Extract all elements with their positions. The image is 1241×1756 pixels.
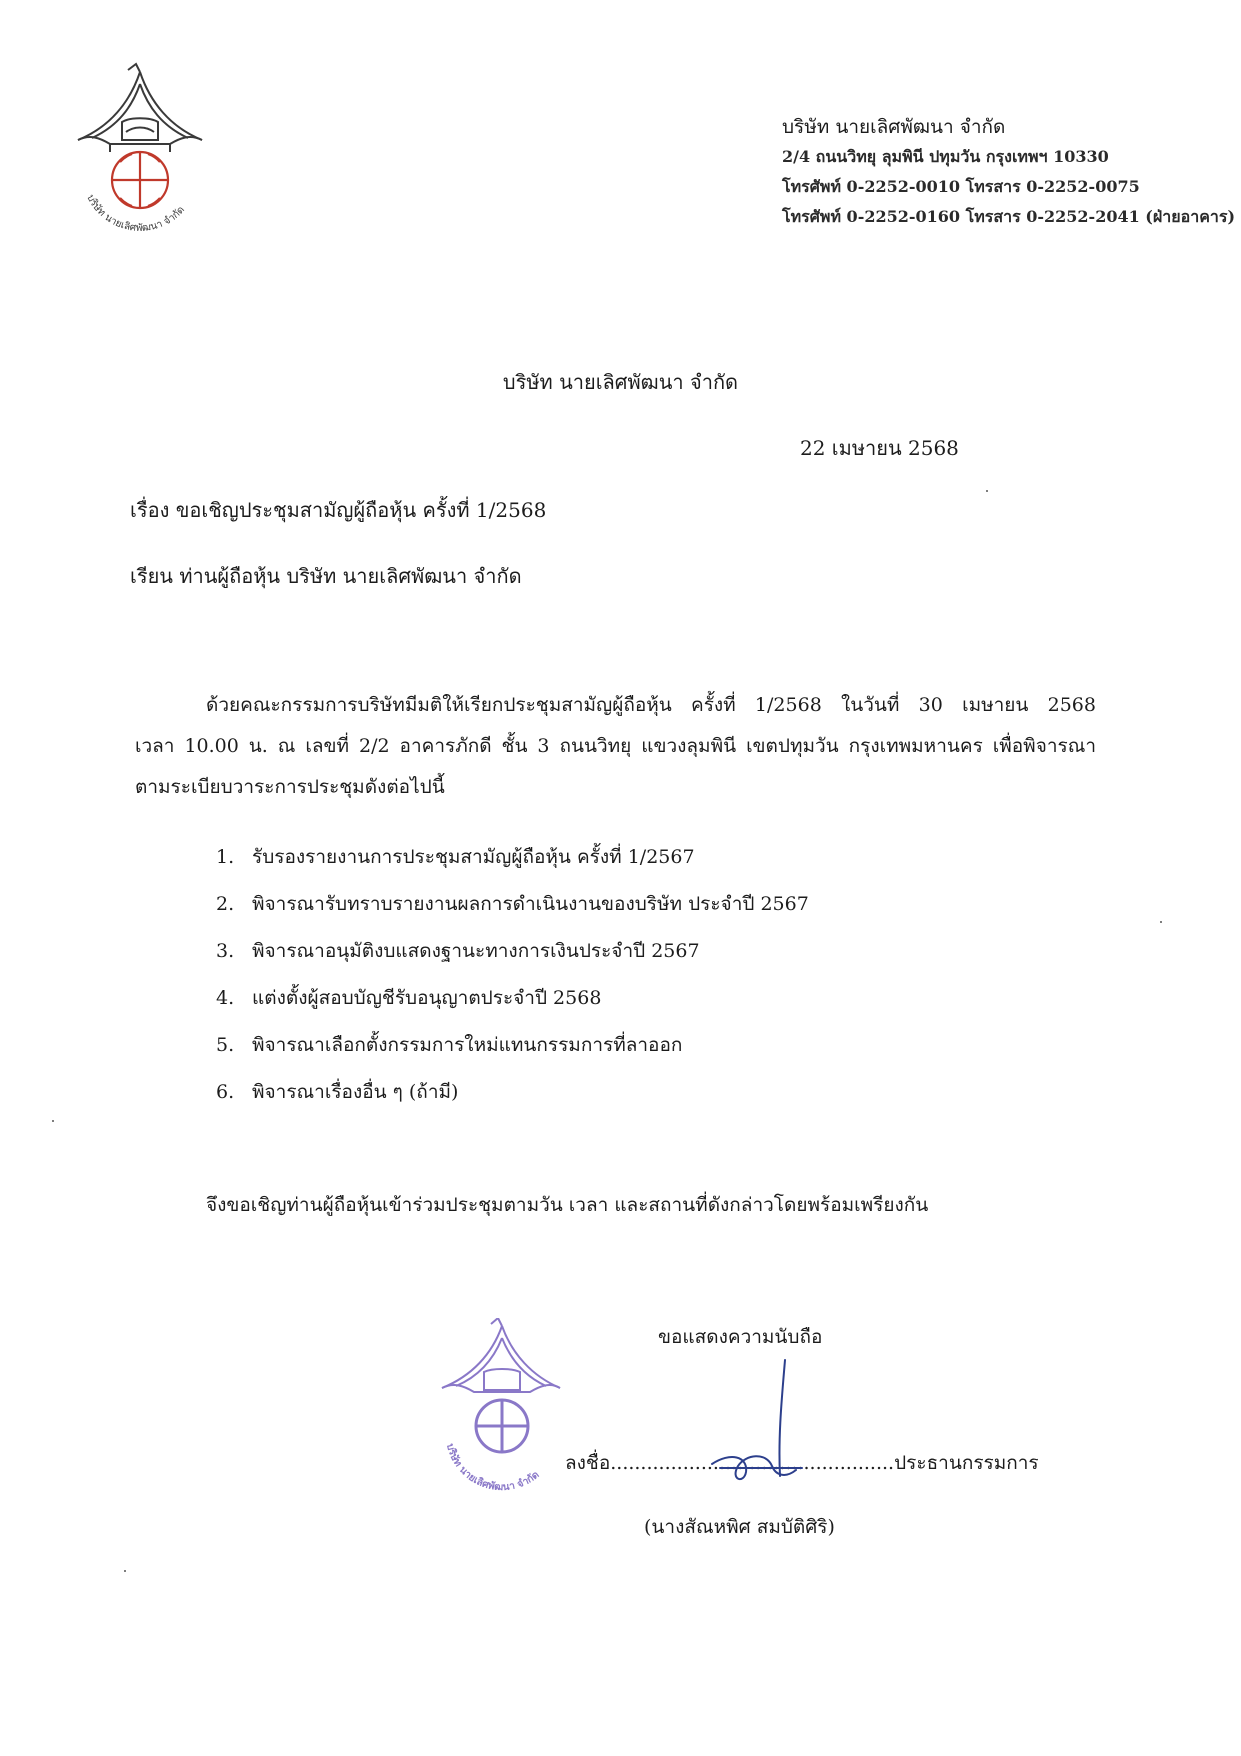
agenda-text: พิจารณาเรื่องอื่น ๆ (ถ้ามี) <box>252 1081 459 1103</box>
agenda-text: พิจารณาเลือกตั้งกรรมการใหม่แทนกรรมการที่ลาออก <box>252 1034 683 1056</box>
svg-text:บริษัท นายเลิศพัฒนา จำกัด <box>84 193 187 234</box>
agenda-number: 2. <box>216 893 235 915</box>
body-line-3: ตามระเบียบวาระการประชุมดังต่อไปนี้ <box>135 776 445 798</box>
scan-speck <box>986 490 988 492</box>
letterhead-company-name: บริษัท นายเลิศพัฒนา จำกัด <box>782 116 1006 138</box>
agenda-item <box>216 936 809 983</box>
agenda-number: 6. <box>216 1081 235 1103</box>
agenda-number: 3. <box>216 940 235 962</box>
company-logo <box>70 62 210 262</box>
agenda-item <box>216 842 809 889</box>
letter-recipient: เรียน ท่านผู้ถือหุ้น บริษัท นายเลิศพัฒนา จำกัด <box>130 564 522 588</box>
sign-dots: ............................................... <box>610 1452 895 1474</box>
scan-speck <box>124 1570 126 1572</box>
scan-speck <box>1160 921 1162 923</box>
agenda-text: พิจารณารับทราบรายงานผลการดำเนินงานของบริษัท ประจำปี 2567 <box>252 893 809 915</box>
body-line-1: ด้วยคณะกรรมการบริษัทมีมติให้เรียกประชุมสามัญผู้ถือหุ้น ครั้งที่ 1/2568 ในวันที่ 30 เมษายน 2568 <box>206 694 1096 716</box>
agenda-text: รับรองรายงานการประชุมสามัญผู้ถือหุ้น ครั้งที่ 1/2567 <box>252 846 695 868</box>
agenda-number: 1. <box>216 846 235 868</box>
agenda-number: 4. <box>216 987 235 1009</box>
agenda-text: พิจารณาอนุมัติงบแสดงฐานะทางการเงินประจำปี 2567 <box>252 940 700 962</box>
agenda-item <box>216 1030 809 1077</box>
agenda-item <box>216 1077 809 1124</box>
agenda-text: แต่งตั้งผู้สอบบัญชีรับอนุญาตประจำปี 2568 <box>252 987 602 1009</box>
signatory-name: (นางสัณหพิศ สมบัติศิริ) <box>644 1516 835 1538</box>
sign-prefix: ลงชื่อ <box>565 1452 611 1474</box>
letter-regards: ขอแสดงความนับถือ <box>658 1326 823 1348</box>
letterhead-phone-2: โทรศัพท์ 0-2252-0160 โทรสาร 0-2252-2041 (ฝ่ายอาคาร) <box>782 207 1236 226</box>
company-stamp <box>436 1318 566 1498</box>
handwritten-signature <box>690 1356 820 1496</box>
agenda-number: 5. <box>216 1034 235 1056</box>
sign-title: ประธานกรรมการ <box>894 1452 1039 1474</box>
agenda-item <box>216 889 809 936</box>
letterhead-address: 2/4 ถนนวิทยุ ลุมพินี ปทุมวัน กรุงเทพฯ 10330 <box>782 147 1109 166</box>
letter-closing: จึงขอเชิญท่านผู้ถือหุ้นเข้าร่วมประชุมตามวัน เวลา และสถานที่ดังกล่าวโดยพร้อมเพรียงกัน <box>206 1194 929 1216</box>
stamp-seal-text: บริษัท นายเลิศพัฒนา จำกัด <box>443 1442 542 1494</box>
letterhead <box>782 112 1236 232</box>
agenda-list <box>216 842 809 1124</box>
letter-heading: บริษัท นายเลิศพัฒนา จำกัด <box>502 370 739 394</box>
letter-body <box>135 685 1096 808</box>
agenda-item <box>216 983 809 1030</box>
letter-subject: เรื่อง ขอเชิญประชุมสามัญผู้ถือหุ้น ครั้งที่ 1/2568 <box>130 498 547 522</box>
logo-seal-text: บริษัท นายเลิศพัฒนา จำกัด <box>84 192 188 235</box>
scan-speck <box>52 1120 54 1122</box>
letter-date: 22 เมษายน 2568 <box>800 436 959 460</box>
body-line-2: เวลา 10.00 น. ณ เลขที่ 2/2 อาคารภักดี ชั้น 3 ถนนวิทยุ แขวงลุมพินี เขตปทุมวัน กรุงเทพมหานคร เพื่อพิจารณา <box>135 735 1096 757</box>
letterhead-phone-1: โทรศัพท์ 0-2252-0010 โทรสาร 0-2252-0075 <box>782 177 1140 196</box>
